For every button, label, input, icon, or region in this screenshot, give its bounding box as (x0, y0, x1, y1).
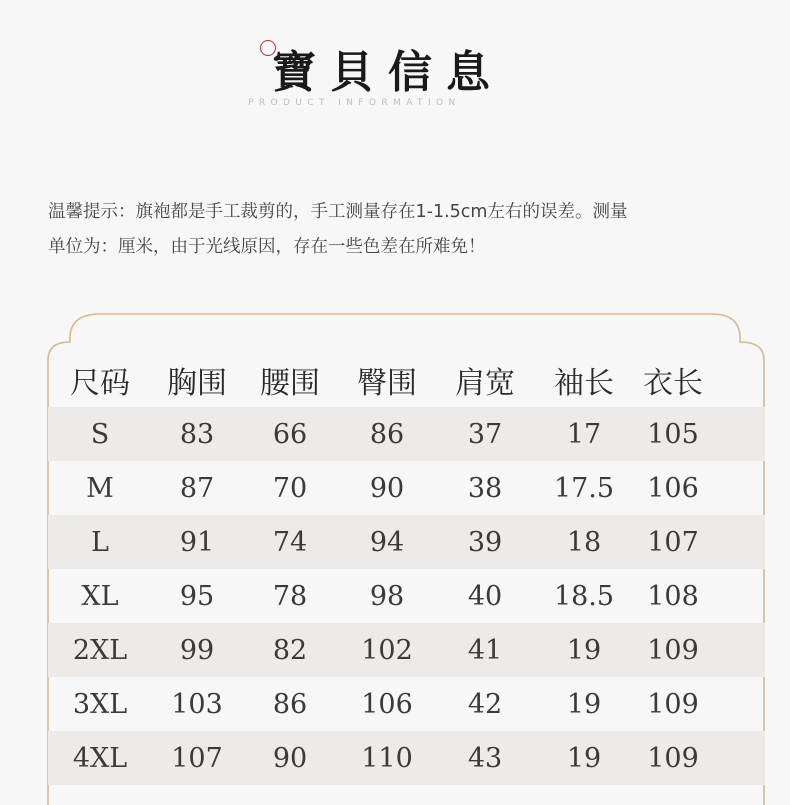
table-cell: 74 (272, 526, 308, 558)
table-cell: 107 (171, 742, 223, 774)
table-row (48, 407, 765, 461)
table-cell: 110 (361, 742, 413, 774)
table-cell: 106 (647, 472, 699, 504)
column-header: 肩宽 (455, 366, 515, 401)
table-cell: 2XL (72, 634, 128, 666)
column-header: 臀围 (357, 366, 417, 401)
table-cell: 78 (272, 580, 308, 612)
table-cell: M (86, 472, 114, 504)
measurement-notice (48, 195, 748, 265)
table-cell: 18.5 (553, 580, 615, 612)
size-table (0, 300, 790, 805)
notice-line-1: 温馨提示：旗袍都是手工裁剪的，手工测量存在1-1.5cm左右的误差。测量 (48, 202, 628, 222)
header (0, 0, 790, 120)
table-cell: 102 (361, 634, 413, 666)
table-cell: 18 (566, 526, 602, 558)
table-cell: 109 (647, 742, 699, 774)
table-cell: 86 (272, 688, 308, 720)
table-cell: 91 (179, 526, 215, 558)
table-cell: 42 (467, 688, 503, 720)
table-cell: 94 (369, 526, 405, 558)
table-cell: 43 (467, 742, 503, 774)
table-row (48, 461, 765, 515)
page-subtitle: PRODUCT INFORMATION (248, 98, 461, 108)
table-cell: 41 (467, 634, 503, 666)
table-cell: 103 (171, 688, 223, 720)
table-cell: 17 (566, 418, 602, 450)
column-header: 胸围 (167, 366, 227, 401)
table-cell: 109 (647, 634, 699, 666)
table-cell: 17.5 (553, 472, 615, 504)
table-cell: 3XL (72, 688, 128, 720)
table-cell: 108 (647, 580, 699, 612)
table-cell: 99 (179, 634, 215, 666)
page-title: 寶貝信息 (272, 47, 504, 98)
table-cell: XL (81, 580, 119, 612)
table-cell: 107 (647, 526, 699, 558)
table-cell: 87 (179, 472, 215, 504)
table-cell: 83 (179, 418, 215, 450)
table-cell: 86 (369, 418, 405, 450)
table-header-row (48, 353, 765, 407)
table-cell: 106 (361, 688, 413, 720)
table-cell: 39 (467, 526, 503, 558)
notice-line-2: 单位为：厘米，由于光线原因，存在一些色差在所难免！ (48, 237, 486, 257)
column-header: 尺码 (70, 366, 130, 401)
table-cell: 90 (272, 742, 308, 774)
table-cell: 19 (566, 688, 602, 720)
table-row (48, 515, 765, 569)
table-cell: 19 (566, 634, 602, 666)
column-header: 腰围 (260, 366, 320, 401)
table-cell: 40 (467, 580, 503, 612)
table-cell: 4XL (72, 742, 128, 774)
table-cell: S (90, 418, 110, 450)
table-cell: 90 (369, 472, 405, 504)
table-row (48, 731, 765, 785)
table-cell: 82 (272, 634, 308, 666)
column-header: 袖长 (554, 366, 614, 401)
table-cell: 37 (467, 418, 503, 450)
table-cell: 98 (369, 580, 405, 612)
table-cell: 109 (647, 688, 699, 720)
table-row (48, 677, 765, 731)
table-row (48, 623, 765, 677)
table-cell: 95 (179, 580, 215, 612)
table-cell: L (91, 526, 109, 558)
table-cell: 19 (566, 742, 602, 774)
column-header: 衣长 (643, 366, 703, 401)
table-cell: 66 (272, 418, 308, 450)
table-row (48, 569, 765, 623)
table-cell: 38 (467, 472, 503, 504)
table-cell: 70 (272, 472, 308, 504)
table-cell: 105 (647, 418, 699, 450)
